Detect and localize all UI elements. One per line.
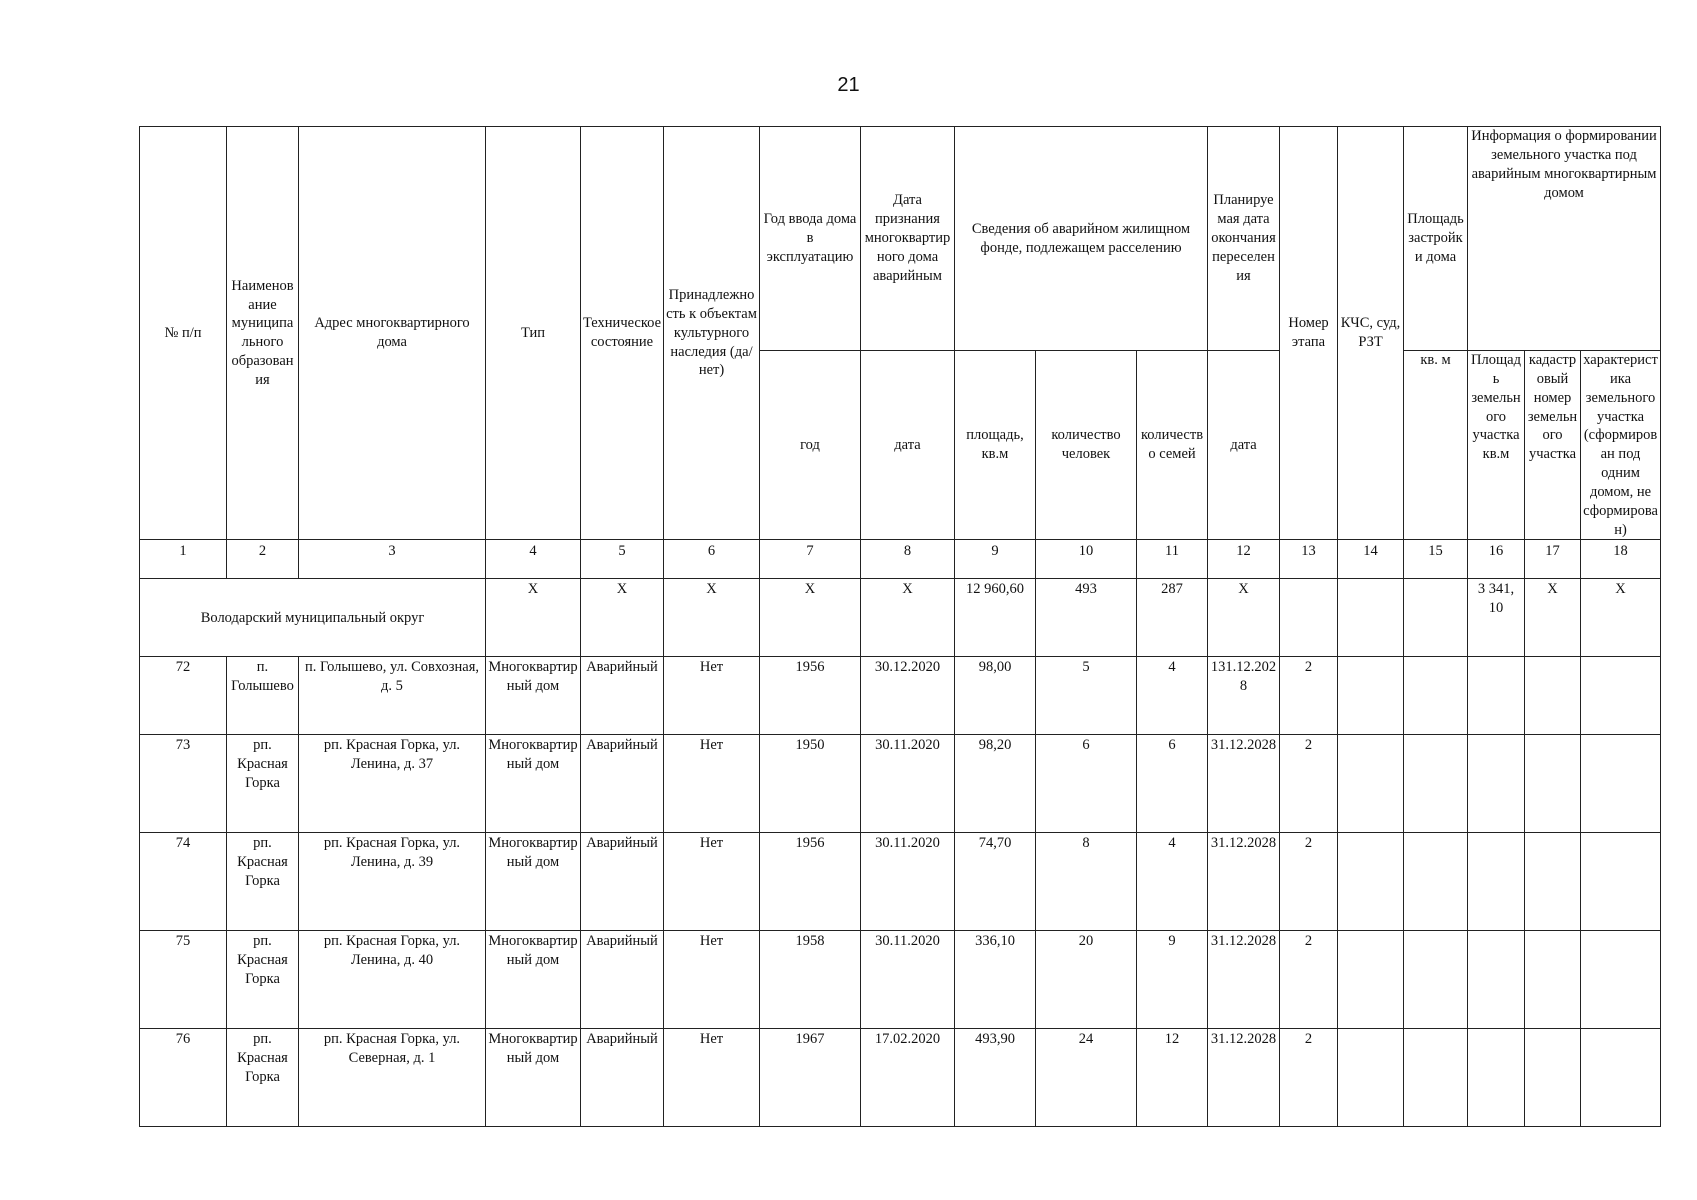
row-kchs bbox=[1338, 735, 1404, 833]
row-people: 6 bbox=[1036, 735, 1137, 833]
row-plan-date: 131.12.2028 bbox=[1208, 657, 1280, 735]
header-land-area: Площадь земельного участка bbox=[1471, 352, 1521, 444]
row-municipality: рп. Красная Горка bbox=[227, 735, 299, 833]
row-plan-date: 31.12.2028 bbox=[1208, 931, 1280, 1029]
row-kchs bbox=[1338, 1029, 1404, 1127]
row-type: Многоквартирный дом bbox=[486, 735, 581, 833]
row-land-char bbox=[1581, 657, 1661, 735]
row-plan-date: 31.12.2028 bbox=[1208, 833, 1280, 931]
row-build-area bbox=[1404, 657, 1468, 735]
summary-cell: X bbox=[486, 579, 581, 657]
subheader-families: количество семей bbox=[1137, 351, 1208, 540]
header-type: Тип bbox=[486, 127, 581, 540]
row-families: 6 bbox=[1137, 735, 1208, 833]
row-stage: 2 bbox=[1280, 833, 1338, 931]
row-municipality: п. Голышево bbox=[227, 657, 299, 735]
row-people: 20 bbox=[1036, 931, 1137, 1029]
row-state: Аварийный bbox=[581, 833, 664, 931]
row-year: 1950 bbox=[760, 735, 861, 833]
row-emergency-date: 30.11.2020 bbox=[861, 833, 955, 931]
row-state: Аварийный bbox=[581, 657, 664, 735]
page-number: 21 bbox=[837, 74, 860, 96]
header-land-group: Информация о формировании земельного участка под аварийным многоквартирным домом bbox=[1468, 127, 1661, 351]
row-families: 12 bbox=[1137, 1029, 1208, 1127]
row-build-area bbox=[1404, 833, 1468, 931]
table-row bbox=[140, 657, 1661, 735]
row-area: 98,20 bbox=[955, 735, 1036, 833]
summary-land-area: 3 341, 10 bbox=[1468, 579, 1525, 657]
row-address: рп. Красная Горка, ул. Северная, д. 1 bbox=[299, 1029, 486, 1127]
row-state: Аварийный bbox=[581, 931, 664, 1029]
row-address: рп. Красная Горка, ул. Ленина, д. 37 bbox=[299, 735, 486, 833]
row-area: 98,00 bbox=[955, 657, 1036, 735]
column-number: 9 bbox=[955, 540, 1036, 579]
row-kchs bbox=[1338, 833, 1404, 931]
summary-row bbox=[140, 579, 1661, 657]
column-number: 13 bbox=[1280, 540, 1338, 579]
column-number: 8 bbox=[861, 540, 955, 579]
column-number: 15 bbox=[1404, 540, 1468, 579]
row-plan-date: 31.12.2028 bbox=[1208, 1029, 1280, 1127]
row-area: 336,10 bbox=[955, 931, 1036, 1029]
header-kchs: КЧС, суд, РЗТ bbox=[1338, 127, 1404, 540]
subheader-plan-date: дата bbox=[1208, 351, 1280, 540]
column-number: 7 bbox=[760, 540, 861, 579]
column-number: 3 bbox=[299, 540, 486, 579]
column-number: 6 bbox=[664, 540, 760, 579]
row-land-area bbox=[1468, 931, 1525, 1029]
emergency-housing-table bbox=[139, 126, 1661, 1127]
column-number: 12 bbox=[1208, 540, 1280, 579]
row-municipality: рп. Красная Горка bbox=[227, 1029, 299, 1127]
header-emergency-date: Дата признания многоквартирного дома аварийным bbox=[861, 127, 955, 351]
column-number: 18 bbox=[1581, 540, 1661, 579]
header-commission-year: Год ввода дома в эксплуатацию bbox=[760, 127, 861, 351]
row-type: Многоквартирный дом bbox=[486, 833, 581, 931]
row-build-area bbox=[1404, 931, 1468, 1029]
row-municipality: рп. Красная Горка bbox=[227, 931, 299, 1029]
summary-cell bbox=[1280, 579, 1338, 657]
summary-total-area: 12 960,60 bbox=[955, 579, 1036, 657]
row-year: 1956 bbox=[760, 833, 861, 931]
header-cadastral-number: кадастровый номер земельного участка bbox=[1525, 351, 1581, 540]
row-address: п. Голышево, ул. Совхозная, д. 5 bbox=[299, 657, 486, 735]
row-heritage: Нет bbox=[664, 1029, 760, 1127]
row-people: 8 bbox=[1036, 833, 1137, 931]
column-number: 4 bbox=[486, 540, 581, 579]
row-cadastral bbox=[1525, 833, 1581, 931]
row-land-area bbox=[1468, 833, 1525, 931]
summary-cell: X bbox=[581, 579, 664, 657]
header-municipality: Наименование муниципального образования bbox=[227, 127, 299, 540]
row-cadastral bbox=[1525, 1029, 1581, 1127]
summary-district: Володарский муниципальный округ bbox=[140, 579, 486, 657]
table-row bbox=[140, 833, 1661, 931]
row-year: 1967 bbox=[760, 1029, 861, 1127]
column-number: 2 bbox=[227, 540, 299, 579]
summary-cell: X bbox=[760, 579, 861, 657]
row-number: 75 bbox=[140, 931, 227, 1029]
header-emergency-fund-group: Сведения об аварийном жилищном фонде, подлежащем расселению bbox=[955, 127, 1208, 351]
table-row bbox=[140, 931, 1661, 1029]
row-year: 1956 bbox=[760, 657, 861, 735]
column-number: 5 bbox=[581, 540, 664, 579]
row-area: 74,70 bbox=[955, 833, 1036, 931]
column-number: 10 bbox=[1036, 540, 1137, 579]
row-cadastral bbox=[1525, 931, 1581, 1029]
row-families: 9 bbox=[1137, 931, 1208, 1029]
row-address: рп. Красная Горка, ул. Ленина, д. 39 bbox=[299, 833, 486, 931]
row-land-area bbox=[1468, 1029, 1525, 1127]
row-year: 1958 bbox=[760, 931, 861, 1029]
subheader-build-area-unit: кв. м bbox=[1404, 351, 1468, 540]
table-row bbox=[140, 1029, 1661, 1127]
row-people: 24 bbox=[1036, 1029, 1137, 1127]
row-families: 4 bbox=[1137, 833, 1208, 931]
row-type: Многоквартирный дом bbox=[486, 657, 581, 735]
row-stage: 2 bbox=[1280, 931, 1338, 1029]
row-build-area bbox=[1404, 735, 1468, 833]
row-kchs bbox=[1338, 931, 1404, 1029]
row-land-char bbox=[1581, 931, 1661, 1029]
row-number: 74 bbox=[140, 833, 227, 931]
row-stage: 2 bbox=[1280, 657, 1338, 735]
header-land-area-unit: кв.м bbox=[1482, 446, 1510, 463]
column-number: 16 bbox=[1468, 540, 1525, 579]
row-cadastral bbox=[1525, 657, 1581, 735]
row-type: Многоквартирный дом bbox=[486, 931, 581, 1029]
header-heritage: Принадлежность к объектам культурного наследия (да/нет) bbox=[664, 127, 760, 540]
summary-total-people: 493 bbox=[1036, 579, 1137, 657]
header-technical-state: Техническое состояние bbox=[581, 127, 664, 540]
row-land-area bbox=[1468, 735, 1525, 833]
subheader-people: количество человек bbox=[1036, 351, 1137, 540]
table-row bbox=[140, 735, 1661, 833]
column-number: 11 bbox=[1137, 540, 1208, 579]
row-families: 4 bbox=[1137, 657, 1208, 735]
row-land-char bbox=[1581, 1029, 1661, 1127]
row-municipality: рп. Красная Горка bbox=[227, 833, 299, 931]
row-number: 76 bbox=[140, 1029, 227, 1127]
subheader-area: площадь, кв.м bbox=[955, 351, 1036, 540]
row-build-area bbox=[1404, 1029, 1468, 1127]
row-area: 493,90 bbox=[955, 1029, 1036, 1127]
summary-cell: X bbox=[664, 579, 760, 657]
subheader-year: год bbox=[760, 351, 861, 540]
row-emergency-date: 30.11.2020 bbox=[861, 931, 955, 1029]
summary-cell bbox=[1404, 579, 1468, 657]
header-number: № п/п bbox=[140, 127, 227, 540]
row-address: рп. Красная Горка, ул. Ленина, д. 40 bbox=[299, 931, 486, 1029]
summary-cell: X bbox=[861, 579, 955, 657]
summary-cell bbox=[1338, 579, 1404, 657]
column-number: 17 bbox=[1525, 540, 1581, 579]
row-state: Аварийный bbox=[581, 735, 664, 833]
row-stage: 2 bbox=[1280, 1029, 1338, 1127]
summary-cell: X bbox=[1208, 579, 1280, 657]
row-emergency-date: 30.12.2020 bbox=[861, 657, 955, 735]
summary-cell: X bbox=[1581, 579, 1661, 657]
row-plan-date: 31.12.2028 bbox=[1208, 735, 1280, 833]
header-land-characteristic: характеристика земельного участка (сформирован под одним домом, не сформирован) bbox=[1581, 351, 1661, 540]
row-land-char bbox=[1581, 833, 1661, 931]
header-address: Адрес многоквартирного дома bbox=[299, 127, 486, 540]
row-heritage: Нет bbox=[664, 657, 760, 735]
row-number: 73 bbox=[140, 735, 227, 833]
summary-total-families: 287 bbox=[1137, 579, 1208, 657]
header-stage: Номер этапа bbox=[1280, 127, 1338, 540]
row-emergency-date: 30.11.2020 bbox=[861, 735, 955, 833]
header-build-area: Площадь застройки дома bbox=[1404, 127, 1468, 351]
row-heritage: Нет bbox=[664, 931, 760, 1029]
row-number: 72 bbox=[140, 657, 227, 735]
row-kchs bbox=[1338, 657, 1404, 735]
column-number: 14 bbox=[1338, 540, 1404, 579]
row-heritage: Нет bbox=[664, 735, 760, 833]
row-land-char bbox=[1581, 735, 1661, 833]
subheader-date: дата bbox=[861, 351, 955, 540]
row-land-area bbox=[1468, 657, 1525, 735]
column-number: 1 bbox=[140, 540, 227, 579]
row-heritage: Нет bbox=[664, 833, 760, 931]
header-planned-date: Планируемая дата окончания переселения bbox=[1208, 127, 1280, 351]
column-numbers-row bbox=[140, 540, 1661, 579]
row-type: Многоквартирный дом bbox=[486, 1029, 581, 1127]
row-stage: 2 bbox=[1280, 735, 1338, 833]
row-emergency-date: 17.02.2020 bbox=[861, 1029, 955, 1127]
row-cadastral bbox=[1525, 735, 1581, 833]
summary-cell: X bbox=[1525, 579, 1581, 657]
subheader-land-area bbox=[1468, 351, 1525, 540]
row-people: 5 bbox=[1036, 657, 1137, 735]
row-state: Аварийный bbox=[581, 1029, 664, 1127]
